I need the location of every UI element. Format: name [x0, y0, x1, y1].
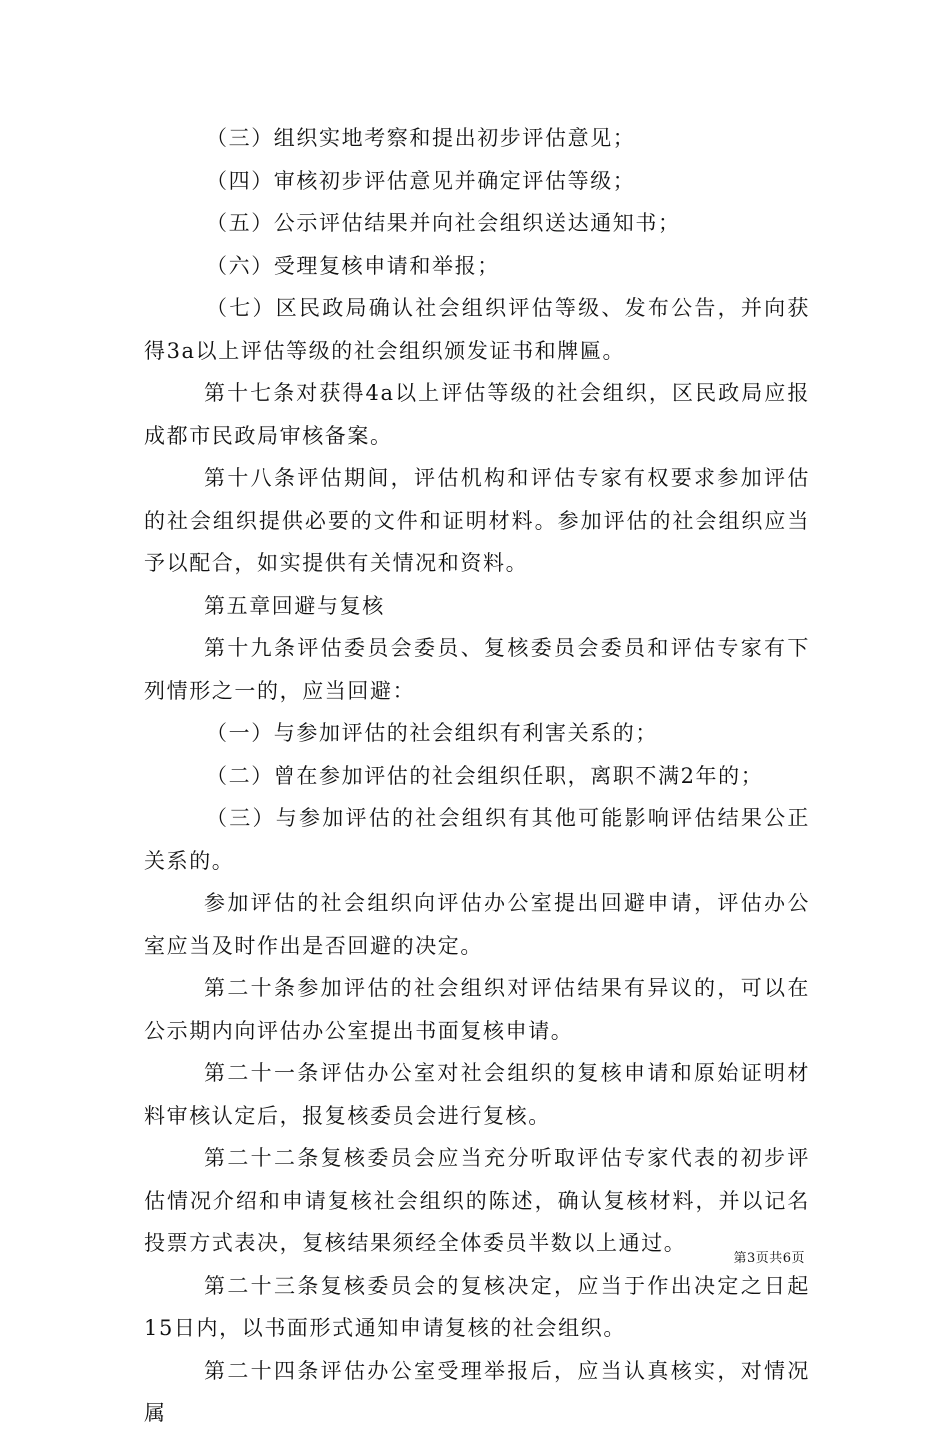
paragraph-article-23: 第二十三条复核委员会的复核决定，应当于作出决定之日起15日内，以书面形式通知申请复核的社会组织。 — [144, 1273, 810, 1340]
paragraph-item-5: （五）公示评估结果并向社会组织送达通知书； — [206, 211, 681, 235]
paragraph-item-4: （四）审核初步评估意见并确定评估等级； — [206, 168, 636, 193]
paragraph-article-20: 第二十条参加评估的社会组织对评估结果有异议的，可以在公示期内向评估办公室提出书面复核申请。 — [144, 976, 810, 1043]
paragraph-recusal-item-3: （三）与参加评估的社会组织有其他可能影响评估结果公正关系的。 — [144, 806, 810, 873]
paragraph-item-6: （六）受理复核申请和举报； — [206, 253, 500, 278]
paragraph-article-24: 第二十四条评估办公室受理举报后，应当认真核实，对情况属 — [144, 1358, 810, 1425]
paragraph-article-22: 第二十二条复核委员会应当充分听取评估专家代表的初步评估情况介绍和申请复核社会组织的陈述，确认复核材料，并以记名投票方式表决，复核结果须经全体委员半数以上通过。 — [144, 1146, 810, 1255]
document-body — [144, 117, 810, 1435]
paragraph-article-18: 第十八条评估期间，评估机构和评估专家有权要求参加评估的社会组织提供必要的文件和证明材料。参加评估的社会组织应当予以配合，如实提供有关情况和资料。 — [144, 466, 810, 575]
paragraph-article-21: 第二十一条评估办公室对社会组织的复核申请和原始证明材料审核认定后，报复核委员会进行复核。 — [144, 1061, 810, 1128]
paragraph-article-19: 第十九条评估委员会委员、复核委员会委员和评估专家有下列情形之一的，应当回避： — [144, 636, 810, 703]
chapter-heading-5: 第五章回避与复核 — [204, 593, 385, 618]
page-number: 第3页共6页 — [733, 1251, 805, 1266]
paragraph-recusal-item-1: （一）与参加评估的社会组织有利害关系的； — [206, 721, 658, 745]
paragraph-item-3: （三）组织实地考察和提出初步评估意见； — [206, 126, 636, 150]
paragraph-recusal-item-2: （二）曾在参加评估的社会组织任职，离职不满2年的； — [206, 763, 764, 788]
paragraph-item-7: （七）区民政局确认社会组织评估等级、发布公告，并向获得3a以上评估等级的社会组织颁发证书和牌匾。 — [144, 296, 810, 363]
paragraph-recusal-application: 参加评估的社会组织向评估办公室提出回避申请，评估办公室应当及时作出是否回避的决定。 — [144, 891, 810, 958]
paragraph-article-17: 第十七条对获得4a以上评估等级的社会组织，区民政局应报成都市民政局审核备案。 — [144, 381, 810, 448]
